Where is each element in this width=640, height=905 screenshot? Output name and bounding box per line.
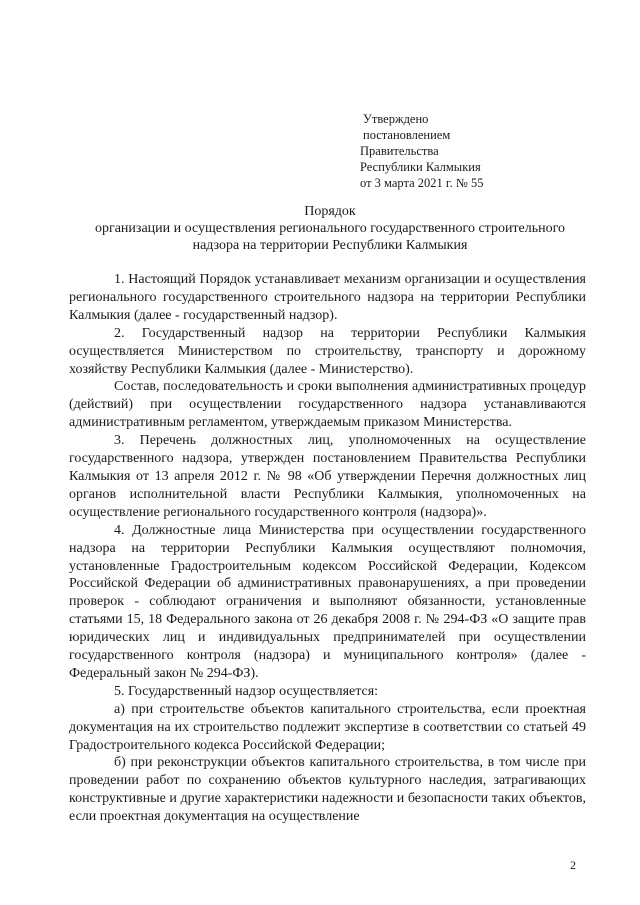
approval-line: Республики Калмыкия xyxy=(360,160,481,174)
approval-line: Правительства xyxy=(360,144,439,158)
approval-stamp xyxy=(360,111,483,191)
subitem-a: а) при строительстве объектов капитального строительства, если проектная документация на их строительство подлежит экспертизе в соответствии со статьей 49 Градостроительного кодекса Российской Федерации; xyxy=(69,701,586,753)
title-heading: Порядок xyxy=(304,204,356,219)
approval-line: постановлением xyxy=(363,128,451,142)
title-line: организации и осуществления регионального государственного строительного xyxy=(94,221,566,236)
page-number: 2 xyxy=(570,858,576,872)
paragraph-5: 5. Государственный надзор осуществляется: xyxy=(114,683,379,699)
approval-line: Утверждено xyxy=(363,112,429,126)
subitem-b: б) при реконструкции объектов капитального строительства, в том числе при проведении работ по сохранению объектов культурного наследия, затрагивающих конструктивные и другие характеристики надежности и безопасности таких объектов, если проектная документация на осуществление xyxy=(69,755,586,825)
title-line: надзора на территории Республики Калмыкия xyxy=(192,238,468,253)
document-title xyxy=(60,203,600,254)
paragraph-3: 3. Перечень должностных лиц, уполномоченных на осуществление государственного надзора, утвержден постановлением Правительства Республики Калмыкия от 13 апреля 2012 г. № 98 «Об утверждении Перечня должностных лиц органов исполнительной власти Республики Калмыкия, уполномоченных на осуществление регионального государственного контроля (надзора)». xyxy=(69,433,586,520)
approval-line: от 3 марта 2021 г. № 55 xyxy=(360,176,484,190)
document-body xyxy=(69,271,586,826)
paragraph-2: 2. Государственный надзор на территории Республики Калмыкия осуществляется Министерством по строительству, транспорту и дорожному хозяйству Республики Калмыкия (далее - Министерство). xyxy=(69,325,586,377)
paragraph-4: 4. Должностные лица Министерства при осуществлении государственного надзора на территории Республики Калмыкия осуществляют полномочия, установленные Градостроительным кодексом Российской Федерации, Кодексом Российской Федерации об административных правонарушениях, а при проведении проверок - соблюдают ограничения и выполняют обязанности, установленные статьями 15, 18 Федерального закона от 26 декабря 2008 г. № 294-ФЗ «О защите прав юридических лиц и индивидуальных предпринимателей при осуществлении государственного контроля (надзора) и муниципального контроля» (далее - Федеральный закон № 294-ФЗ). xyxy=(69,522,586,681)
paragraph-1: 1. Настоящий Порядок устанавливает механизм организации и осуществления регионального государственного строительного надзора на территории Республики Калмыкия (далее - государственный надзор). xyxy=(69,272,586,323)
paragraph-2-composition: Состав, последовательность и сроки выполнения административных процедур (действий) при осуществлении государственного надзора устанавливаются административным регламентом, утверждаемым приказом Министерства. xyxy=(69,379,586,431)
